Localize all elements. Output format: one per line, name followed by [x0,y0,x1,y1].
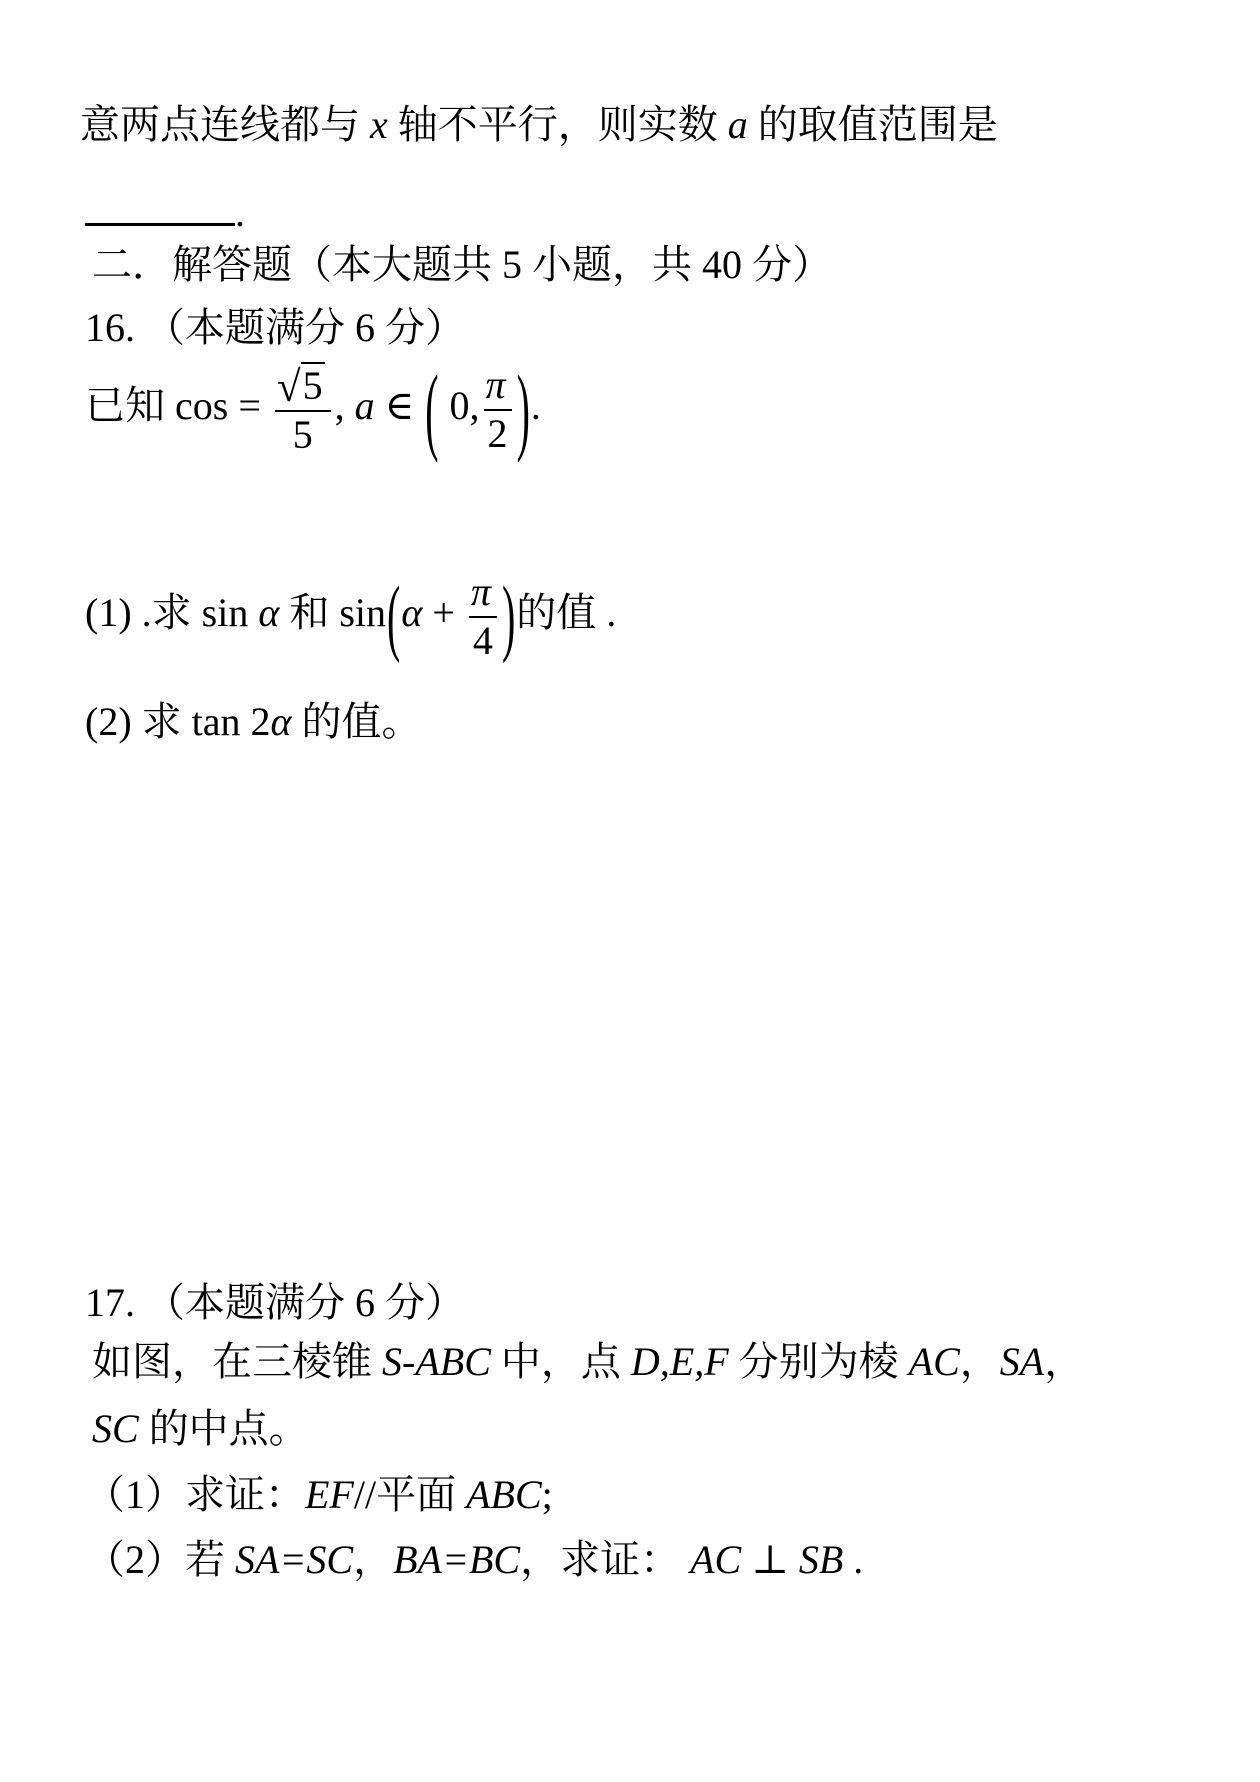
fraction-denominator: 2 [484,409,512,457]
math-var-babc: BA=BC [393,1537,521,1582]
answer-blank [85,191,235,226]
math-var-ac: AC [908,1339,960,1384]
pi-symbol: π [470,569,491,614]
q16-title [85,303,465,353]
q17-sub2-comma: ， [353,1537,394,1582]
perpendicular-sign: ⊥ [741,1537,799,1582]
q17-line1 [92,1337,1084,1387]
fraction-denominator: 4 [469,616,497,664]
fraction-pi-over-4 [469,570,497,664]
math-var-def: D,E,F [630,1339,729,1384]
sqrt-icon: √ [276,363,301,411]
q16-part1 [85,567,617,665]
q16-given-formula [85,353,541,464]
interval-zero: 0, [439,382,480,428]
math-var-sasc: SA=SC [235,1537,354,1582]
q16-part1-suffix: 的值 . [516,589,617,635]
q16-given-prefix: 已知 [85,382,175,428]
fraction-denominator: 5 [275,410,331,458]
close-paren: ) [516,353,530,464]
q16-part2 [85,697,422,747]
math-var-a: a [727,102,748,147]
q17-sub1 [85,1470,553,1520]
math-var-ac: AC [690,1537,742,1582]
cos-function: cos [175,382,229,428]
sqrt-radicand: 5 [302,363,323,408]
q17-sub2-period: . [843,1537,864,1582]
q17-text-1: 如图，在三棱锥 [92,1339,382,1384]
coefficient-2: 2 [250,699,271,744]
comma: , [334,382,355,428]
q16-part2-label: (2) 求 [85,699,192,744]
section-heading-text: 二．解答题（本大题共 5 小题，共 40 分） [92,242,832,287]
q17-sub1-semicolon: ; [541,1472,553,1517]
q17-text-2: 中，点 [490,1339,631,1384]
element-of-sign: ∈ [374,382,425,428]
sin-function: sin [339,589,387,635]
math-var-sabc: S-ABC [382,1339,491,1384]
alpha-symbol: α [270,699,292,744]
q17-line2 [92,1404,309,1454]
fraction-pi-over-2 [484,363,512,457]
open-paren: ( [425,353,439,464]
intro-text-2: 轴不平行，则实数 [387,102,728,147]
fraction-sqrt5-over-5 [275,362,331,458]
math-var-sb: SB [798,1537,844,1582]
tan-function: tan [191,699,251,744]
intro-text-3: 的取值范围是 [747,102,998,147]
math-var-sc: SC [92,1406,139,1451]
q16-part2-suffix: 的值。 [291,699,422,744]
q17-line2-text: 的中点。 [138,1406,309,1451]
alpha-symbol: α [401,589,423,635]
q17-title [85,1278,465,1328]
equals-sign: = [228,382,271,428]
q17-sub1-label: （1）求证： [85,1472,305,1517]
q17-text-3: 分别为棱 [728,1339,909,1384]
sin-function: sin [201,589,259,635]
q17-sub2-label: （2）若 [85,1537,235,1582]
q17-comma-1: ， [959,1339,1000,1384]
q17-comma-2: ， [1044,1339,1085,1384]
math-var-a: a [354,382,375,428]
math-var-abc: ABC [466,1472,542,1517]
section-heading [92,240,832,290]
intro-line [80,100,998,150]
q16-title-text: 16. （本题满分 6 分） [85,305,465,350]
q16-part1-label: (1) .求 [85,589,202,635]
answer-blank-line [85,188,245,238]
math-var-ef: EF [305,1472,354,1517]
intro-text-1: 意两点连线都与 [80,102,370,147]
period: . [530,382,541,428]
blank-period: . [235,190,245,235]
alpha-symbol: α [258,589,280,635]
q17-sub2 [85,1535,863,1585]
q17-sub1-text: //平面 [353,1472,467,1517]
close-paren: ) [501,567,516,665]
math-var-sa: SA [999,1339,1045,1384]
q16-part1-and: 和 [279,589,340,635]
math-var-x: x [370,102,388,147]
q17-sub2-text: ，求证： [520,1537,691,1582]
open-paren: ( [387,567,401,665]
pi-symbol: π [485,362,506,407]
q17-title-text: 17. （本题满分 6 分） [85,1280,465,1325]
plus-sign: + [422,589,465,635]
